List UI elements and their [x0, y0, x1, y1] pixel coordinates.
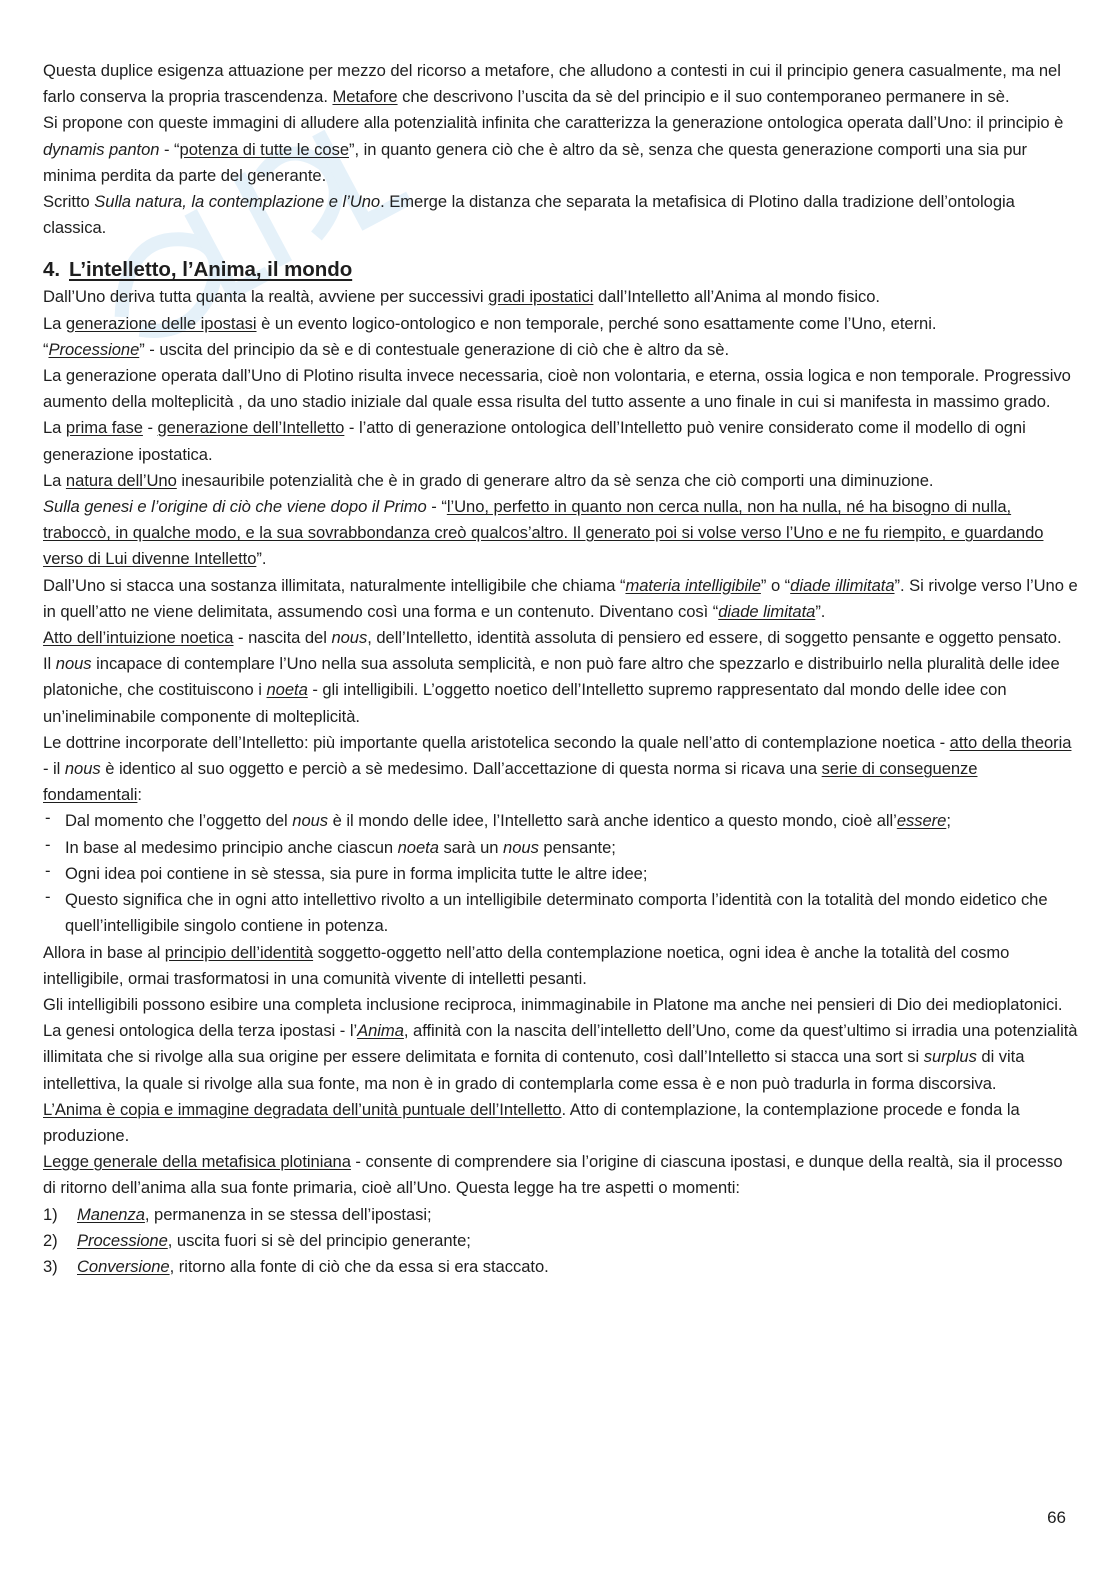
paragraph: Sulla genesi e l’origine di ciò che viene dopo il Primo - “l’Uno, perfetto in quanto non cerca nulla, non ha nulla, né ha bisogno di nulla, traboccò, in qualche modo, e la sua sovrabbondanza creò qualcos’altro. Il generato poi si volse verso l’Uno e ne fu riempito, e guardando verso di Lui divenne Intelletto”. — [43, 497, 1044, 569]
list-item: - Questo significa che in ogni atto intellettivo rivolto a un intelligibile determinato comporta l’identità con la totalità del mondo eidetico che quell’intelligibile singolo contiene in potenza. — [43, 887, 1079, 939]
paragraph: Legge generale della metafisica plotiniana - consente di comprendere sia l’origine di ciascuna ipostasi, e dunque della realtà, sia il processo di ritorno dell’anima alla sua fonte primaria, cioè all’Uno. Questa legge ha tre aspetti o momenti: — [43, 1152, 1063, 1198]
italic-text: noeta — [397, 837, 439, 857]
paragraph: Il nous incapace di contemplare l’Uno nella sua assoluta semplicità, e non può fare altro che spezzarlo e distribuirlo nella pluralità delle idee platoniche, che costituiscono i noeta - gli intelligibili. L’oggetto noetico dell’Intelletto supremo rappresentato dal mondo delle idee con un’ineliminabile componente di molteplicità. — [43, 654, 1060, 726]
underlined-text: generazione delle ipostasi — [65, 313, 257, 333]
underlined-text: Manenza — [77, 1204, 145, 1224]
underlined-text: Processione — [77, 1230, 168, 1250]
paragraph: Atto dell’intuizione noetica - nascita del nous, dell’Intelletto, identità assoluta di pensiero ed essere, di soggetto pensante e oggetto pensato. — [43, 628, 1062, 648]
underlined-text: materia intelligibile — [625, 575, 761, 595]
underlined-text: diade illimitata — [790, 575, 895, 595]
underlined-text: L’Anima è copia e immagine degradata dell’unità puntuale dell’Intelletto — [43, 1099, 562, 1119]
paragraph: Questa duplice esigenza attuazione per mezzo del ricorso a metafore, che alludono a contesti in cui il principio genera casualmente, ma nel farlo conserva la propria trascendenza. Metafore che descrivono l’uscita da sè del principio e il suo contemporaneo permanere in sè. — [43, 61, 1061, 107]
paragraph: La generazione operata dall’Uno di Plotino risulta invece necessaria, cioè non volontaria, e eterna, ossia logica e non temporale. Progressivo aumento della molteplicità , da uno stadio iniziale dal quale essa risulta del tutto assente a uno finale in cui si manifesta in massimo grado. — [43, 366, 1071, 412]
italic-text: nous — [55, 654, 92, 674]
italic-text: Sulla genesi e l’origine di ciò che viene dopo il Primo — [43, 497, 427, 517]
list-item: - Dal momento che l’oggetto del nous è il mondo delle idee, l’Intelletto sarà anche identico a questo mondo, cioè all’essere; — [43, 808, 1079, 834]
list-item — [43, 1228, 1079, 1254]
italic-text: nous — [292, 811, 329, 831]
underlined-text: gradi ipostatici — [488, 287, 594, 307]
italic-text: nous — [64, 759, 101, 779]
underlined-text: atto della theoria — [949, 732, 1072, 752]
underlined-text: prima fase — [65, 418, 143, 438]
moments-list — [43, 1202, 1079, 1281]
page-number: 66 — [1047, 1508, 1066, 1527]
underlined-text: Legge generale della metafisica plotiniana — [43, 1152, 351, 1172]
paragraph: La generazione delle ipostasi è un evento logico-ontologico e non temporale, perché sono esattamente come l’Uno, eterni. — [43, 313, 937, 333]
list-number: 1) — [43, 1204, 58, 1224]
paragraph: La genesi ontologica della terza ipostasi - l’Anima, affinità con la nascita dell’intelletto dell’Uno, come da quest’ultimo si irradia una potenzialità illimitata che si rivolge alla sua origine per essere delimitata e fornita di contenuto, così dall’Intelletto si stacca una sort si surplus di vita intellettiva, la quale si rivolge alla sua fonte, ma non è in grado di contemplarla come essa è e non può tradurla in forma discorsiva. — [43, 1021, 1078, 1093]
italic-text: nous — [331, 628, 368, 648]
paragraph: Le dottrine incorporate dell’Intelletto: più importante quella aristotelica secondo la quale nell’atto di contemplazione noetica - atto della theoria - il nous è identico al suo oggetto e perciò a sè medesimo. Dall’accettazione di questa norma si ricava una serie di conseguenze fondamentali: — [43, 732, 1072, 805]
list-item — [43, 1254, 1079, 1280]
paragraph: Gli intelligibili possono esibire una completa inclusione reciproca, inimmaginabile in Platone ma anche nei pensieri di Dio dei medioplatonici. — [43, 994, 1063, 1014]
list-item: - In base al medesimo principio anche ciascun noeta sarà un nous pensante; — [43, 835, 1079, 861]
paragraph: Si propone con queste immagini di alludere alla potenzialità infinita che caratterizza la generazione ontologica operata dall’Uno: il principio è dynamis panton - “potenza di tutte le cose”, in quanto genera ciò che è altro da sè, senza che questa generazione comporti una sia pur minima perdita da parte del generante. — [43, 113, 1064, 185]
underlined-text: noeta — [266, 680, 308, 700]
paragraph: Dall’Uno si stacca una sostanza illimitata, naturalmente intelligibile che chiama “materia intelligibile” o “diade illimitata”. Si rivolge verso l’Uno e in quell’atto ne viene delimitata, assumendo così una forma e un contenuto. Diventano così “diade limitata”. — [43, 575, 1078, 621]
list-text: Conversione, ritorno alla fonte di ciò che da essa si era staccato. — [77, 1256, 549, 1276]
italic-text: Sulla natura, la contemplazione e l’Uno — [94, 192, 381, 212]
underlined-text: essere — [896, 811, 947, 831]
paragraph: Allora in base al principio dell’identità soggetto-oggetto nell’atto della contemplazione noetica, ogni idea è anche la totalità del cosmo intelligibile, ormai trasformatosi in una comunità vivente di intelletti pesanti. — [43, 942, 1010, 988]
italic-text: surplus — [923, 1047, 977, 1067]
italic-text: dynamis panton — [43, 139, 160, 159]
paragraph: La prima fase - generazione dell’Intelletto - l’atto di generazione ontologica dell’Intelletto può venire considerato come il modello di ogni generazione ipostatica. — [43, 418, 1026, 464]
paragraph: La natura dell’Uno inesauribile potenzialità che è in grado di generare altro da sè senza che ciò comporti una diminuzione. — [43, 470, 934, 490]
list-number: 2) — [43, 1230, 58, 1250]
underlined-text: l’Uno, perfetto in quanto non cerca nulla, non ha nulla, né ha bisogno di nulla, traboccò, in qualche modo, e la sua sovrabbondanza creò qualcos’altro. Il generato poi si volse verso l’Uno e ne fu riempito, e guardando verso di Lui divenne Intelletto — [43, 497, 1044, 569]
underlined-text: Atto dell’intuizione noetica — [43, 628, 234, 648]
paragraph: “Processione” - uscita del principio da sè e di contestuale generazione di ciò che è altro da sè. — [43, 339, 730, 359]
list-number: 3) — [43, 1256, 58, 1276]
paragraph: L’Anima è copia e immagine degradata dell’unità puntuale dell’Intelletto. Atto di contemplazione, la contemplazione procede e fonda la produzione. — [43, 1099, 1020, 1145]
underlined-text: natura dell’Uno — [65, 470, 177, 490]
underlined-text: generazione dell’Intelletto — [157, 418, 345, 438]
italic-text: nous — [503, 837, 539, 857]
list-text: Processione, uscita fuori si sè del principio generante; — [77, 1230, 471, 1250]
underlined-text: Anima — [357, 1021, 404, 1041]
section-heading — [43, 256, 1079, 284]
list-text: Manenza, permanenza in se stessa dell’ipostasi; — [77, 1204, 432, 1224]
underlined-text: Conversione — [77, 1256, 170, 1276]
paragraph: Scritto Sulla natura, la contemplazione e l’Uno. Emerge la distanza che separata la metafisica di Plotino dalla tradizione dell’ontologia classica. — [43, 192, 1015, 238]
underlined-text: serie di conseguenze fondamentali — [43, 759, 978, 805]
list-item: - Ogni idea poi contiene in sè stessa, sia pure in forma implicita tutte le altre idee; — [43, 861, 1079, 887]
document-page — [43, 58, 1079, 1280]
paragraph: Dall’Uno deriva tutta quanta la realtà, avviene per successivi gradi ipostatici dall’Intelletto all’Anima al mondo fisico. — [43, 287, 880, 307]
underlined-text: diade limitata — [718, 601, 816, 621]
underlined-text: Processione — [48, 339, 140, 359]
underlined-text: Metafore — [332, 87, 398, 107]
underlined-text: potenza di tutte le cose — [179, 139, 349, 159]
section-number: 4. — [43, 258, 60, 282]
section-title: L’intelletto, l’Anima, il mondo — [69, 258, 353, 282]
consequences-list — [43, 808, 1079, 939]
underlined-text: principio dell’identità — [164, 942, 314, 962]
list-item — [43, 1202, 1079, 1228]
